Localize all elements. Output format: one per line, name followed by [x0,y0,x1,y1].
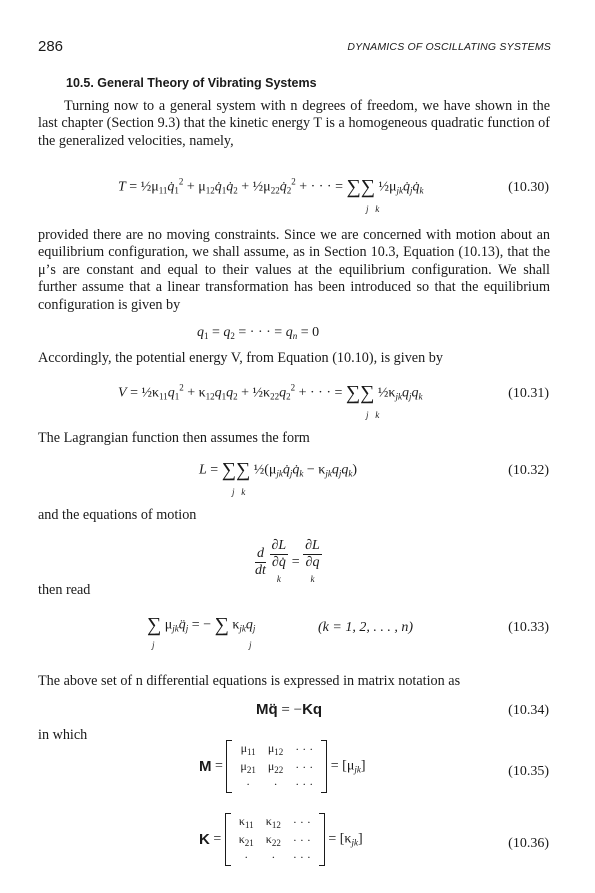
paragraph-7 [38,673,550,690]
paragraph-2 [38,227,550,314]
paragraph-6 [38,582,550,599]
section-title: 10.5. General Theory of Vibrating Systems [66,76,317,90]
sum-index: j [152,640,155,650]
sum-indices: j k [366,410,380,420]
equilibrium-equation: $q_1 = q_2$ = · · · = $q_n = 0$ [197,325,320,341]
equation-10-33: ∑ $\mu_{jk}q̈_j$ = − ∑ $\kappa_{jk}q_j$ [147,614,256,636]
equation-number: (10.34) [508,703,549,718]
equation-10-36: K = $\kappa_{11}$ $\kappa_{12}$ · · · $\kappa_{21}$ $\kappa_{22}$ · · · · · · · · = $[\kappa_{jk}]$ [199,814,363,864]
page-number: 286 [38,38,64,55]
running-title: DYNAMICS OF OSCILLATING SYSTEMS [347,41,551,53]
equation-number: (10.33) [508,620,549,635]
paragraph-text: in which [38,727,88,743]
equation-number: (10.36) [508,836,549,851]
equation-10-35: M = $\mu_{11}$ $\mu_{12}$ · · · $\mu_{21}$ $\mu_{22}$ · · · · · · · · = $[\mu_{jk}]$ [199,741,366,791]
sum-indices: j k [232,487,246,497]
paragraph-5 [38,507,550,524]
equation-number: (10.35) [508,764,549,779]
paragraph-text: The above set of n differential equations is expressed in matrix notation as [38,673,461,689]
paragraph-text: provided there are no moving constraints. Since we are concerned with motion about an equilibrium configuration, we shall assume, as in Section 10.3, Equation (10.13), that the μ’s are constant and equal to their values at the equilibrium configuration. We shall further assume that a linear transformation has been introduced so that the equilibrium configuration is given by [38,227,550,313]
equation-number: (10.31) [508,386,549,401]
paragraph-1 [38,98,550,150]
paragraph-text: Turning now to a general system with n degrees of freedom, we have shown in the last chapter (Section 9.3) that the kinetic energy T is a homogeneous quadratic function of the generalized velocities, namely, [38,98,550,149]
stiffness-matrix: $\kappa_{11}$ $\kappa_{12}$ · · · $\kappa_{21}$ $\kappa_{22}$ · · · · · · · · [225,813,325,866]
equation-number: (10.32) [508,463,549,478]
paragraph-3 [38,350,550,367]
equation-10-31: $V = \frac{1}{2}\kappa_{11}q_1^2 + \kappa_{12}q_1q_2$ + $\frac{1}{2}\kappa_{22}q_2^2$ + · · · = ∑∑ $\frac{1}{2}\kappa_{jk}q_jq_k$ [118,382,423,404]
sum-indices: j k [366,204,380,214]
sum-index: j [249,640,252,650]
paragraph-text: then read [38,582,91,598]
paragraph-4 [38,430,550,447]
equation-10-34: Mq̈ = −Kq [256,701,323,718]
k-range: (k = 1, 2, . . . , n) [318,620,413,635]
equation-number: (10.30) [508,180,549,195]
equation-10-30: $T = \frac{1}{2}\mu_{11}q̇_1^2$ + $\mu_{12}q̇_1q̇_2$ + $\frac{1}{2}\mu_{22}q̇_2^2$ + · · · = ∑∑ $\frac{1}{2}\mu_{jk}q̇_jq̇_k$ [118,176,424,198]
paragraph-text: Accordingly, the potential energy V, from Equation (10.10), is given by [38,350,443,366]
mass-matrix: $\mu_{11}$ $\mu_{12}$ · · · $\mu_{21}$ $\mu_{22}$ · · · · · · · · [226,740,327,793]
paragraph-text: The Lagrangian function then assumes the form [38,430,310,446]
lagrange-equation: $\frac{d}{dt}$ ∂L ∂q̇ k = ∂L ∂q k [255,538,320,584]
paragraph-text: and the equations of motion [38,507,197,523]
equation-10-32: L = ∑∑ $\frac{1}{2}(\mu_{jk}q̇_jq̇_k - \kappa_{jk}q_jq_k)$ [199,459,358,481]
